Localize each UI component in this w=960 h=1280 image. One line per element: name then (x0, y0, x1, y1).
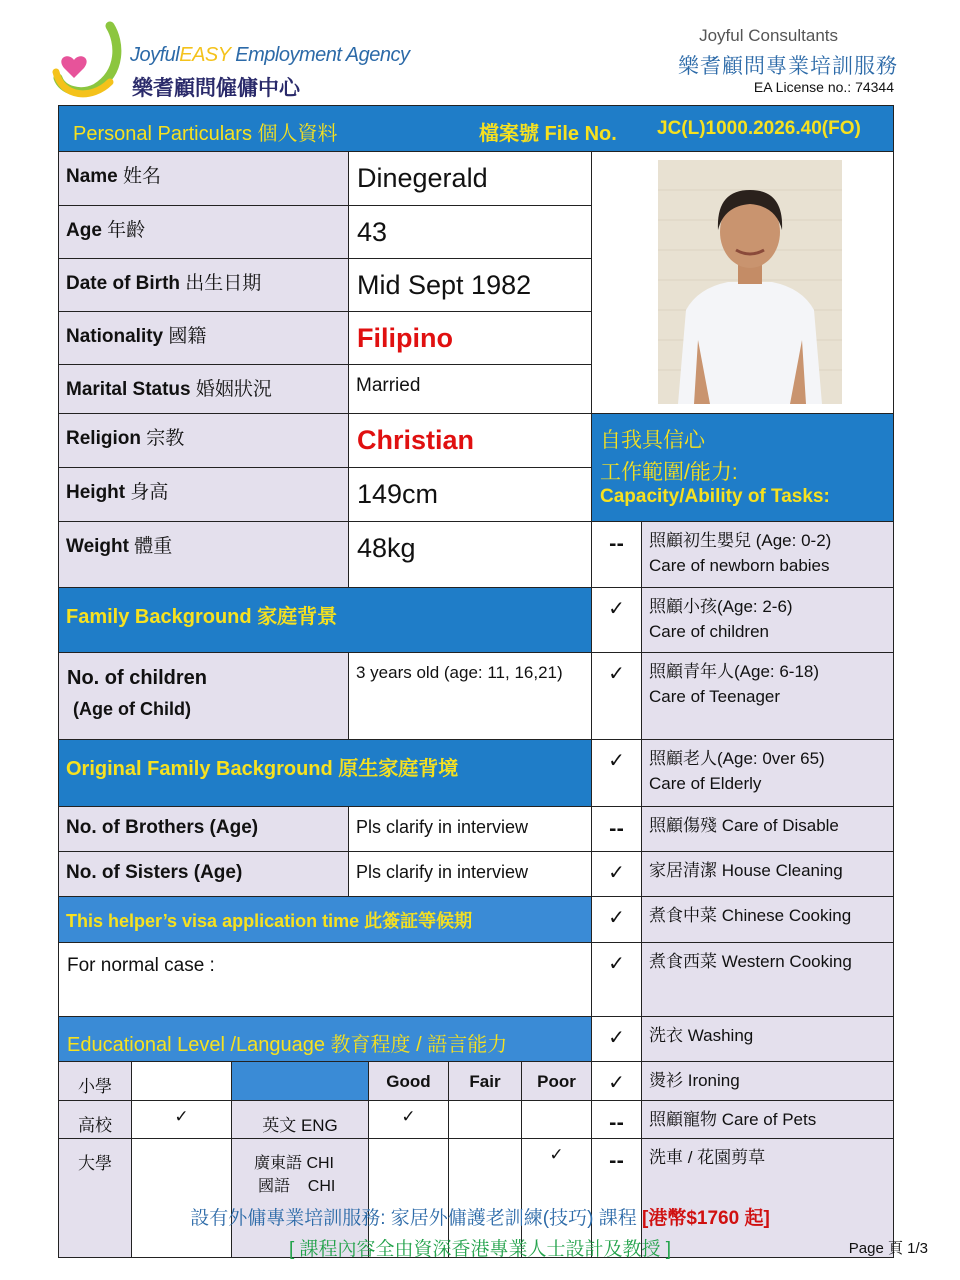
edu-level-primary: 小學 (58, 1061, 132, 1101)
ea-license-number: EA License no.: 74344 (753, 79, 894, 95)
edu-level-high-school-mark: ✓ (131, 1100, 232, 1139)
normal-case-text: For normal case : (67, 955, 215, 976)
task-label-zh: 照顧傷殘 Care of Disable (649, 816, 839, 835)
task-mark: -- (591, 521, 642, 588)
edu-chinese-poor: ✓ (521, 1138, 592, 1258)
brothers-label: No. of Brothers (Age) (58, 806, 349, 852)
consultants-name-en: Joyful Consultants (699, 26, 838, 45)
task-mark: -- (591, 1138, 642, 1258)
task-description (641, 652, 894, 740)
normal-case-box (58, 942, 592, 1017)
task-label-en: Care of Elderly (649, 774, 762, 793)
task-label-en: Care of Teenager (649, 687, 781, 706)
agency-name-zh: 樂耆顧問僱傭中心 (132, 76, 300, 100)
children-value: 3 years old (age: 11, 16,21) (348, 652, 592, 740)
edu-level-university: 大學 (58, 1138, 132, 1258)
task-description (641, 1061, 894, 1101)
dob-value: Mid Sept 1982 (348, 258, 592, 312)
edu-lang-english: 英文 ENG (231, 1100, 369, 1139)
edu-level-primary-mark (131, 1061, 232, 1101)
title-bar (58, 105, 894, 152)
task-description (641, 587, 894, 653)
agency-logo-icon (52, 20, 134, 102)
nationality-label: Nationality 國籍 (58, 311, 349, 365)
edu-english-fair (448, 1100, 522, 1139)
task-label-zh: 照顧小孩(Age: 2-6) (649, 597, 793, 616)
family-background-header: Family Background 家庭背景 (58, 587, 592, 653)
brothers-value: Pls clarify in interview (348, 806, 592, 852)
capacity-title-en: Capacity/Ability of Tasks: (600, 486, 830, 507)
consultants-name-zh: 樂耆顧問專業培訓服務 (678, 54, 898, 78)
original-family-header: Original Family Background 原生家庭背境 (58, 739, 592, 807)
file-no-label: 檔案號 File No. (479, 123, 617, 145)
capacity-title-scope: 工作範圍/能力: (600, 461, 738, 484)
task-label-zh: 照顧寵物 Care of Pets (649, 1110, 817, 1129)
weight-label: Weight 體重 (58, 521, 349, 588)
edu-lang-header-blank (231, 1061, 369, 1101)
task-description (641, 739, 894, 807)
education-header: Educational Level /Language 教育程度 / 語言能力 (58, 1016, 592, 1062)
task-description (641, 521, 894, 588)
task-label-zh: 家居清潔 House Cleaning (649, 861, 843, 880)
age-label: Age 年齡 (58, 205, 349, 259)
children-label-line1: No. of children (67, 667, 207, 689)
task-description (641, 851, 894, 897)
title-personal-particulars: Personal Particulars 個人資料 (73, 123, 338, 145)
agency-name-en: JoyfulEASY Employment Agency (130, 44, 410, 66)
task-mark: ✓ (591, 851, 642, 897)
task-mark: ✓ (591, 739, 642, 807)
capacity-title-confident: 自我具信心 (600, 429, 705, 452)
capacity-header (591, 413, 894, 522)
helper-portrait-image (658, 160, 842, 404)
task-description (641, 942, 894, 1017)
edu-english-good: ✓ (368, 1100, 449, 1139)
task-description (641, 806, 894, 852)
task-label-zh: 照顧老人(Age: 0ver 65) (649, 749, 825, 768)
children-label (58, 652, 349, 740)
edu-lang-mandarin: 國語 CHI (258, 1178, 336, 1195)
nationality-value: Filipino (348, 311, 592, 365)
task-mark: ✓ (591, 942, 642, 1017)
edu-col-good: Good (368, 1061, 449, 1101)
task-label-zh: 洗衣 Washing (649, 1026, 754, 1045)
task-label-zh: 洗車 / 花園剪草 (649, 1148, 766, 1167)
task-label-zh: 燙衫 Ironing (649, 1071, 740, 1090)
task-mark: ✓ (591, 1061, 642, 1101)
name-label: Name 姓名 (58, 151, 349, 206)
sisters-value: Pls clarify in interview (348, 851, 592, 897)
task-mark: ✓ (591, 896, 642, 943)
dob-label: Date of Birth 出生日期 (58, 258, 349, 312)
task-mark: ✓ (591, 587, 642, 653)
task-label-zh: 照顧青年人(Age: 6-18) (649, 662, 820, 681)
religion-label: Religion 宗教 (58, 413, 349, 468)
task-mark: -- (591, 1100, 642, 1139)
name-value: Dinegerald (348, 151, 592, 206)
height-label: Height 身高 (58, 467, 349, 522)
task-description (641, 1100, 894, 1139)
weight-value: 48kg (348, 521, 592, 588)
task-label-zh: 煮食中菜 Chinese Cooking (649, 906, 852, 925)
task-description (641, 1016, 894, 1062)
age-value: 43 (348, 205, 592, 259)
footer-course-note: [ 課程內容全由資深香港專業人士設計及教授 ] (288, 1239, 672, 1260)
visa-time-header: This helper’s visa application time 此簽証等候期 (58, 896, 592, 943)
religion-value: Christian (348, 413, 592, 468)
sisters-label: No. of Sisters (Age) (58, 851, 349, 897)
file-no-value: JC(L)1000.2026.40(FO) (657, 118, 861, 139)
edu-lang-cantonese: 廣東語 CHI (254, 1155, 335, 1172)
edu-col-poor: Poor (521, 1061, 592, 1101)
edu-level-high-school: 高校 (58, 1100, 132, 1139)
task-mark: ✓ (591, 652, 642, 740)
page-number: Page 頁 1/3 (848, 1240, 928, 1257)
task-label-en: Care of newborn babies (649, 556, 830, 575)
task-label-zh: 煮食西菜 Western Cooking (649, 952, 852, 971)
height-value: 149cm (348, 467, 592, 522)
task-mark: -- (591, 806, 642, 852)
edu-col-fair: Fair (448, 1061, 522, 1101)
marital-label: Marital Status 婚姻狀況 (58, 364, 349, 414)
task-label-en: Care of children (649, 622, 770, 641)
edu-english-poor (521, 1100, 592, 1139)
children-label-line2: (Age of Child) (73, 699, 191, 719)
marital-value: Married (348, 364, 592, 414)
task-label-zh: 照顧初生嬰兒 (Age: 0-2) (649, 531, 832, 550)
footer-price: [港幣$1760 起] (642, 1208, 770, 1229)
task-description (641, 896, 894, 943)
helper-photo (591, 151, 894, 414)
footer-training-service: 設有外傭專業培訓服務: 家居外傭護老訓練(技巧) 課程 [港幣$1760 起] (190, 1208, 770, 1229)
task-mark: ✓ (591, 1016, 642, 1062)
